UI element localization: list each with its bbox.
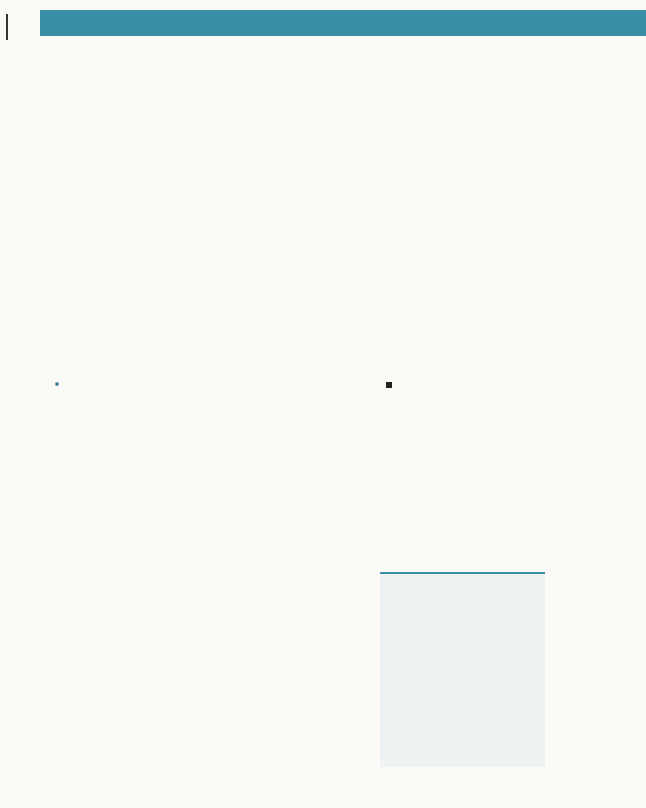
literature-box xyxy=(380,572,545,767)
literature-list xyxy=(385,594,542,596)
bullet-icon: ■ xyxy=(55,381,59,388)
text-column-1 xyxy=(55,380,200,397)
literature-header xyxy=(380,572,545,574)
bullet-paragraph xyxy=(55,380,200,389)
bmi-chart xyxy=(75,240,545,340)
margin-mark xyxy=(6,14,8,40)
end-mark-icon xyxy=(386,382,392,388)
section-header xyxy=(40,10,646,36)
text-column-3 xyxy=(382,380,542,393)
text-column-2 xyxy=(213,380,368,382)
top-charts xyxy=(55,90,545,200)
paragraph-end xyxy=(382,382,542,391)
page-footer xyxy=(0,790,646,808)
